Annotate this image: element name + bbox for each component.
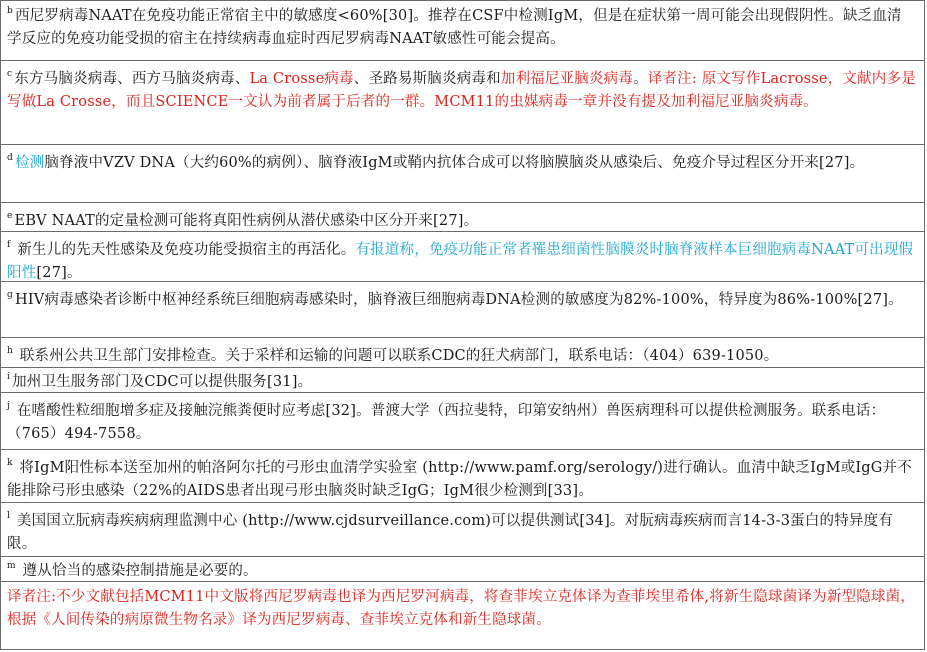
footnote-text: EBV NAAT的定量检测可能将真阳性病例从潜伏感染中区分开来[27]。 <box>14 213 479 229</box>
footnote-row-d <box>1 144 924 202</box>
footnote-marker: i <box>7 372 11 382</box>
footnote-row-l <box>1 502 924 556</box>
footnote-text: 、圣路易斯脑炎病毒和 <box>353 71 501 87</box>
footnote-text: [27]。 <box>36 265 82 281</box>
footnote-marker: d <box>7 153 13 163</box>
footnote-row-k <box>1 449 924 502</box>
highlight-text: 检测 <box>14 155 45 171</box>
highlight-text: 有报道称，免疫功能正常者罹患细菌性脑膜炎时脑脊液样本巨细胞病毒NAAT可出现假阳性 <box>7 242 914 281</box>
footnote-text: 脑脊液中VZV DNA（大约60%的病例）、脑脊液IgM或鞘内抗体合成可以将脑膜脑炎从感染后、免疫介导过程区分开来[27]。 <box>44 155 865 171</box>
footnote-text: 。 <box>633 71 648 87</box>
footnote-marker: e <box>7 211 13 221</box>
footnote-text: 美国国立朊病毒疾病病理监测中心 (http://www.cjdsurveillance.com)可以提供测试[34]。对朊病毒疾病而言14-3-3蛋白的特异度有限。 <box>7 513 894 552</box>
footnote-text: 在嗜酸性粒细胞增多症及接触浣熊粪便时应考虑[32]。普渡大学（西拉斐特，印第安纳州）兽医病理科可以提供检测服务。联系电话：（765）494-7558。 <box>7 403 886 442</box>
footnote-row-j <box>1 392 924 449</box>
translator-note-text: 译者注: 原文写作Lacrosse，文献内多是写做La Crosse，而且SCIENCE一文认为前者属于后者的一群。MCM11的虫媒病毒一章并没有提及加利福尼亚脑炎病毒。 <box>7 71 916 110</box>
footnote-text: 新生儿的先天性感染及免疫功能受损宿主的再活化。 <box>12 242 356 258</box>
footnote-row-m <box>1 556 924 581</box>
footnote-marker: l <box>7 511 11 521</box>
footnote-marker: f <box>7 240 11 250</box>
footnote-text: 东方马脑炎病毒、西方马脑炎病毒、 <box>14 71 250 87</box>
footnote-text: 加州卫生服务部门及CDC可以提供服务[31]。 <box>12 374 313 390</box>
footnote-text: 遵从恰当的感染控制措施是必要的。 <box>17 563 258 579</box>
footnote-text: HIV病毒感染者诊断中枢神经系统巨细胞病毒感染时，脑脊液巨细胞病毒DNA检测的敏感度为82%-100%，特异度为86%-100%[27]。 <box>14 292 903 308</box>
footnote-marker: b <box>7 6 13 16</box>
footnote-marker: g <box>7 290 13 300</box>
footnote-marker: h <box>7 346 13 356</box>
footnote-row-e <box>1 202 924 231</box>
footnote-text: 将IgM阳性标本送至加州的帕洛阿尔托的弓形虫血清学实验室 (http://www.pamf.org/serology/)进行确认。血清中缺乏IgM或IgG并不能排除弓形虫感染（22%的AIDS患者出现弓形虫脑炎时缺乏IgG；IgM很少检测到[33]。 <box>7 460 912 499</box>
footnote-text: 联系州公共卫生部门安排检查。关于采样和运输的问题可以联系CDC的狂犬病部门，联系电话：（404）639-1050。 <box>15 348 779 364</box>
footnote-row-g <box>1 281 924 337</box>
footnote-marker: j <box>7 401 10 411</box>
footnote-marker: c <box>7 69 13 79</box>
footnote-text: 西尼罗病毒NAAT在免疫功能正常宿主中的敏感度<60%[30]。推荐在CSF中检测IgM，但是在症状第一周可能会出现假阴性。缺乏血清学反应的免疫功能受损的宿主在持续病毒血症时西尼罗病毒NAAT敏感性可能会提高。 <box>7 8 902 47</box>
translator-note-row <box>1 581 924 634</box>
footnote-row-f <box>1 231 924 281</box>
translator-note-text: La Crosse病毒 <box>249 71 354 87</box>
translator-note-text: 加利福尼亚脑炎病毒 <box>500 71 634 87</box>
footnote-marker: k <box>7 458 13 468</box>
footnote-row-h <box>1 337 924 367</box>
footnote-marker: m <box>7 561 16 571</box>
footnote-row-b <box>1 0 924 60</box>
footnote-row-c <box>1 60 924 144</box>
footnote-row-i <box>1 367 924 392</box>
translator-note-text: 译者注:不少文献包括MCM11中文版将西尼罗病毒也译为西尼罗河病毒，将查菲埃立克体译为查菲埃里希体,将新生隐球菌译为新型隐球菌，根据《人间传染的病原微生物名录》译为西尼罗病毒、查菲埃立克体和新生隐球菌。 <box>7 589 916 628</box>
